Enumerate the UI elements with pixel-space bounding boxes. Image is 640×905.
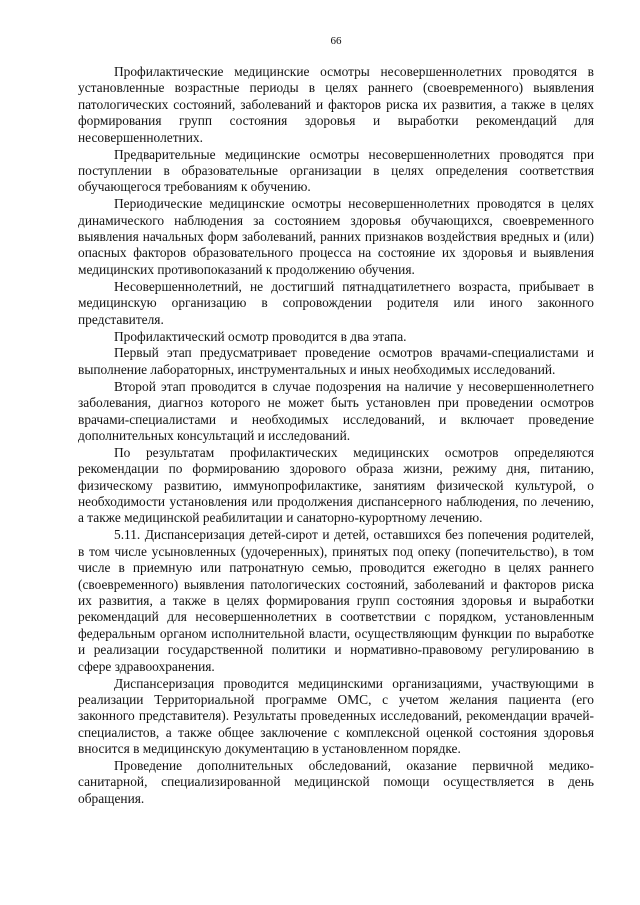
paragraph-preventive-exams: Профилактические медицинские осмотры несовершеннолетних проводятся в установленные возрастные периоды в целях раннего (своевременного) выявления патологических состояний, заболеваний и факторов риска их развития, а также в целях формирования групп состояния здоровья и выработки рекомендаций для несовершеннолетних. — [78, 64, 594, 145]
page-number: 66 — [330, 35, 342, 47]
paragraph-two-stages: Профилактический осмотр проводится в два этапа. — [114, 328, 407, 344]
paragraph-minor-accompaniment: Несовершеннолетний, не достигший пятнадцатилетнего возраста, прибывает в медицинскую организацию в сопровождении родителя или иного законного представителя. — [78, 278, 594, 327]
paragraph-exam-results: По результатам профилактических медицинских осмотров определяются рекомендации по формированию здорового образа жизни, режиму дня, питанию, физическому развитию, иммунопрофилактике, занятиям физической культурой, о необходимости установления или продолжения диспансерного наблюдения, по лечению, а также медицинской реабилитации и санаторно-курортному лечению. — [78, 444, 594, 526]
paragraph-periodic-exams: Периодические медицинские осмотры несовершеннолетних проводятся в целях динамического наблюдения за состоянием здоровья обучающихся, своевременного выявления начальных форм заболеваний, ранних признаков воздействия вредных и (или) опасных факторов образовательного процесса на состояние их здоровья и выявления медицинских противопоказаний к продолжению обучения. — [78, 196, 594, 277]
paragraph-dispensary-conduct: Диспансеризация проводится медицинскими организациями, участвующими в реализации Территориальной программе ОМС, с учетом желания пациента (его законного представителя). Результаты проведенных исследований, рекомендации врачей-специалистов, а также общее заключение с комплексной оценкой состояния здоровья вносится в медицинскую документацию в установленном порядке. — [78, 675, 594, 757]
paragraph-additional-exams: Проведение дополнительных обследований, оказание первичной медико-санитарной, специализированной медицинской помощи осуществляется в день обращения. — [78, 758, 594, 806]
paragraph-second-stage: Второй этап проводится в случае подозрения на наличие у несовершеннолетнего заболевания, диагноз которого не может быть установлен при проведении осмотров врачами-специалистами и необходимых исследований, и включает проведение дополнительных консультаций и исследований. — [78, 378, 594, 443]
paragraph-preliminary-exams: Предварительные медицинские осмотры несовершеннолетних проводятся при поступлении в образовательные организации в целях определения соответствия обучающегося требованиям к обучению. — [78, 146, 594, 195]
paragraph-section-5-11: 5.11. Диспансеризация детей-сирот и детей, оставшихся без попечения родителей, в том числе усыновленных (удочеренных), принятых под опеку (попечительство), в том числе в приемную или патронатную семью, проводится ежегодно в целях раннего (своевременного) выявления патологических состояний, заболеваний и факторов риска их развития, а также в целях формирования групп состояния здоровья и выработки рекомендаций для несовершеннолетних в соответствии с порядком, установленным федеральным органом исполнительной власти, осуществляющим функции по выработке и реализации государственной политики и нормативно-правовому регулированию в сфере здравоохранения. — [78, 527, 594, 674]
paragraph-first-stage: Первый этап предусматривает проведение осмотров врачами-специалистами и выполнение лабораторных, инструментальных и иных необходимых исследований. — [78, 345, 594, 377]
document-page — [78, 34, 594, 808]
